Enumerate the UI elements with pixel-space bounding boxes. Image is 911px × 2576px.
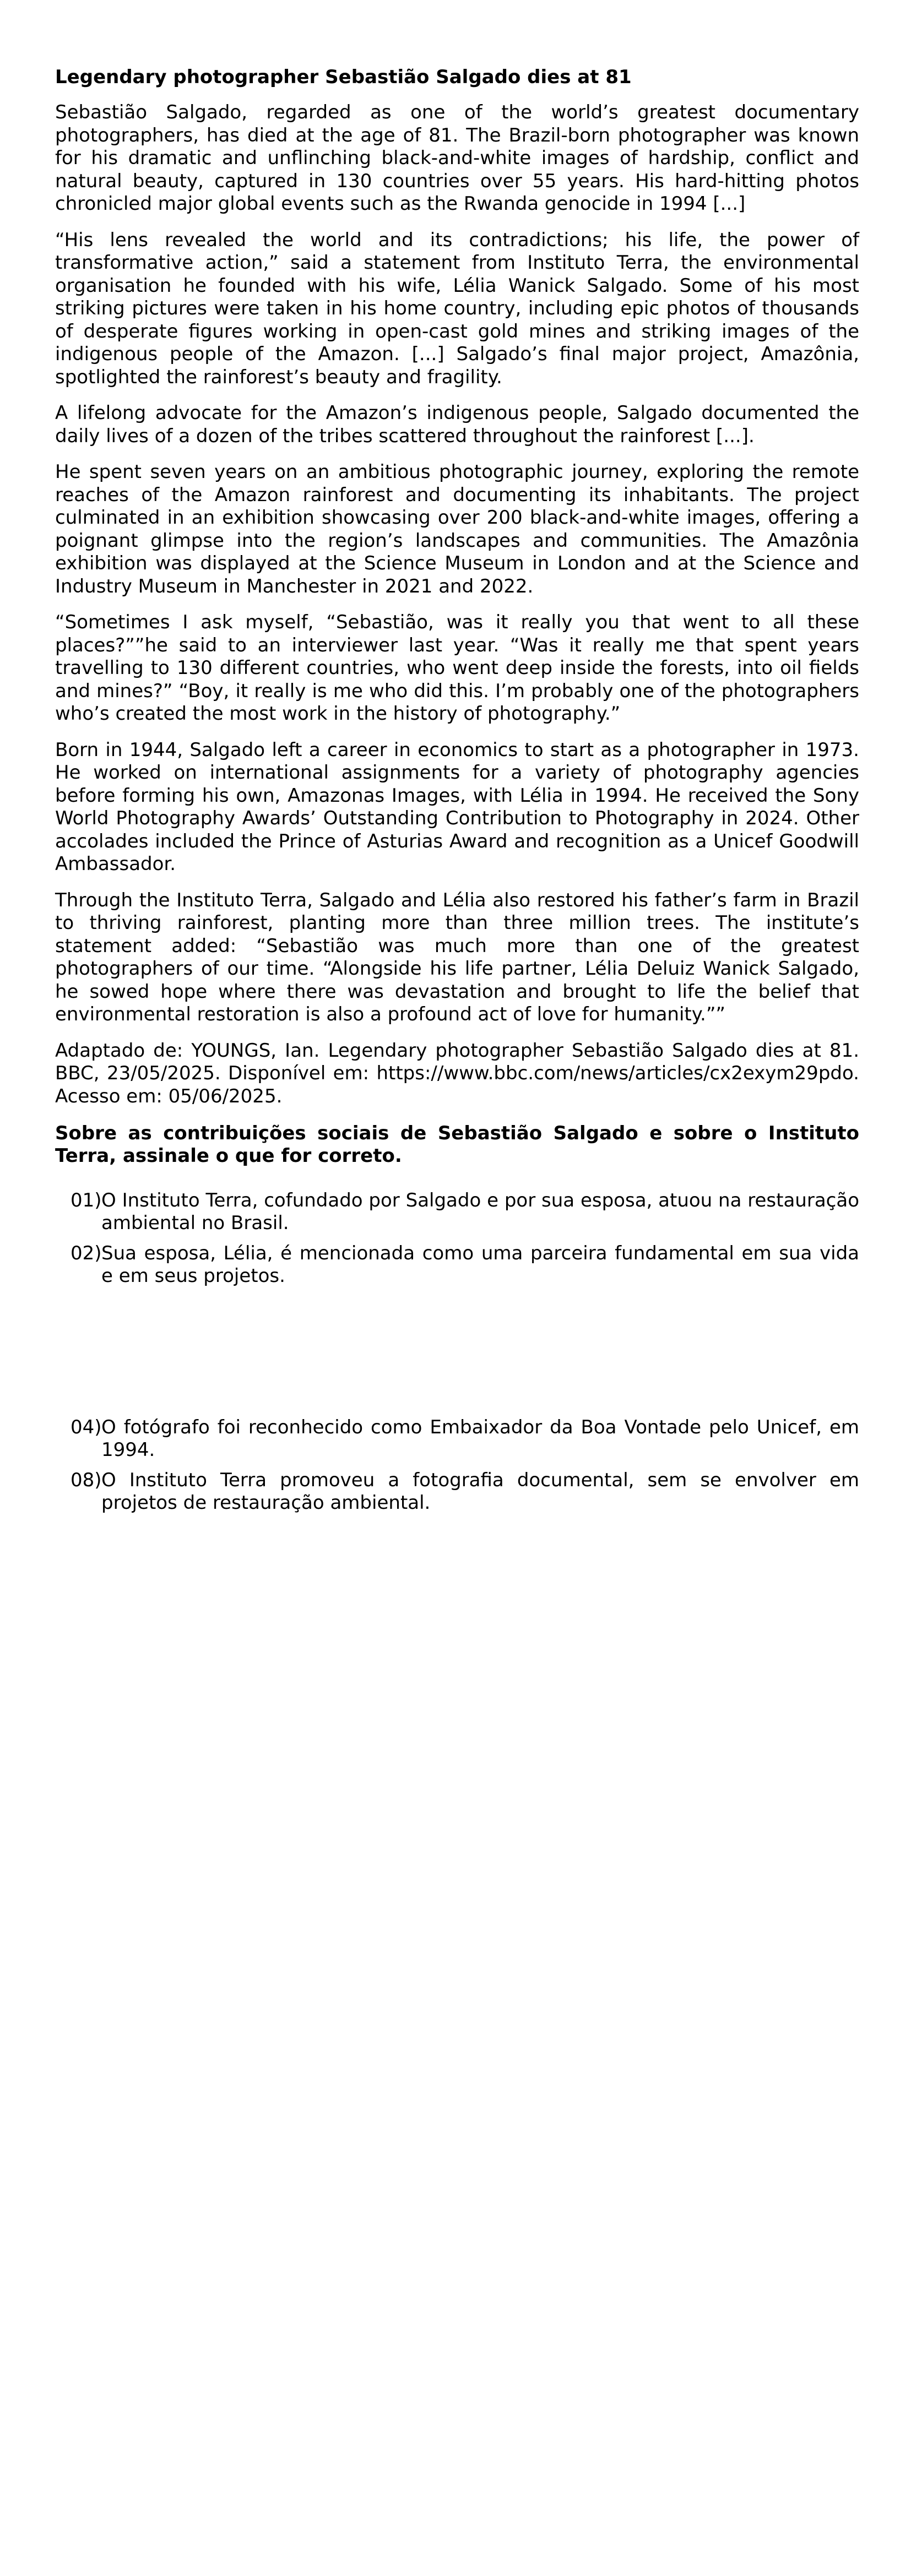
option-number: 01) [71,1189,102,1211]
option-01 [55,1189,859,1235]
article-paragraph-3: A lifelong advocate for the Amazon’s indigenous people, Salgado documented the daily lives of a dozen of the tribes scattered throughout the rainforest [...]. [55,402,859,447]
article-title: Legendary photographer Sebastião Salgado dies at 81 [55,66,632,88]
option-number: 08) [71,1469,102,1491]
option-number: 04) [71,1416,102,1438]
article-paragraph-1: Sebastião Salgado, regarded as one of the world’s greatest documentary photographers, has died at the age of 81. The Brazil-born photographer was known for his dramatic and unflinching black-and-white images of hardship, conflict and natural beauty, captured in 130 countries over 55 years. His hard-hitting photos chronicled major global events such as the Rwanda genocide in 1994 [...] [55,101,859,215]
option-08 [55,1469,859,1514]
article-paragraph-5: “Sometimes I ask myself, “Sebastião, was it really you that went to all these places?””he said to an interviewer last year. “Was it really me that spent years travelling to 130 different countries, who went deep inside the forests, into oil fields and mines?” “Boy, it really is me who did this. I’m probably one of the photographers who’s created the most work in the history of photography.” [55,611,859,725]
option-text: O Instituto Terra, cofundado por Salgado e por sua esposa, atuou na restauração ambiental no Brasil. [101,1189,859,1234]
question-prompt: Sobre as contribuições sociais de Sebastião Salgado e sobre o Instituto Terra, assinale o que for correto. [55,1122,859,1167]
source-citation: Adaptado de: YOUNGS, Ian. Legendary photographer Sebastião Salgado dies at 81. BBC, 23/05/2025. Disponível em: https://www.bbc.com/news/articles/cx2exym29pdo. Acesso em: 05/06/2025. [55,1039,859,1107]
article-paragraph-6: Born in 1944, Salgado left a career in economics to start as a photographer in 1973. He worked on international assignments for a variety of photography agencies before forming his own, Amazonas Images, with Lélia in 1994. He received the Sony World Photography Awards’ Outstanding Contribution to Photography in 2024. Other accolades included the Prince of Asturias Award and recognition as a Unicef Goodwill Ambassador. [55,738,859,875]
option-02 [55,1242,859,1287]
option-text: O Instituto Terra promoveu a fotografia documental, sem se envolver em projetos de restauração ambiental. [101,1469,859,1514]
option-number: 02) [71,1242,102,1264]
article-paragraph-7: Through the Instituto Terra, Salgado and Lélia also restored his father’s farm in Brazil to thriving rainforest, planting more than three million trees. The institute’s statement added: “Sebastião was much more than one of the greatest photographers of our time. “Alongside his life partner, Lélia Deluiz Wanick Salgado, he sowed hope where there was devastation and brought to life the belief that environmental restoration is also a profound act of love for humanity.”” [55,889,859,1025]
blank-space [55,1295,859,1416]
document-page [55,59,859,1522]
option-text: O fotógrafo foi reconhecido como Embaixador da Boa Vontade pelo Unicef, em 1994. [101,1416,859,1461]
article-paragraph-4: He spent seven years on an ambitious photographic journey, exploring the remote reaches of the Amazon rainforest and documenting its inhabitants. The project culminated in an exhibition showcasing over 200 black-and-white images, offering a poignant glimpse into the region’s landscapes and communities. The Amazônia exhibition was displayed at the Science Museum in London and at the Science and Industry Museum in Manchester in 2021 and 2022. [55,461,859,597]
article-paragraph-2: “His lens revealed the world and its contradictions; his life, the power of transformative action,” said a statement from Instituto Terra, the environmental organisation he founded with his wife, Lélia Wanick Salgado. Some of his most striking pictures were taken in his home country, including epic photos of thousands of desperate figures working in open-cast gold mines and striking images of the indigenous people of the Amazon. [...] Salgado’s final major project, Amazônia, spotlighted the rainforest’s beauty and fragility. [55,229,859,388]
option-text: Sua esposa, Lélia, é mencionada como uma parceira fundamental em sua vida e em seus projetos. [101,1242,859,1287]
option-04 [55,1416,859,1461]
